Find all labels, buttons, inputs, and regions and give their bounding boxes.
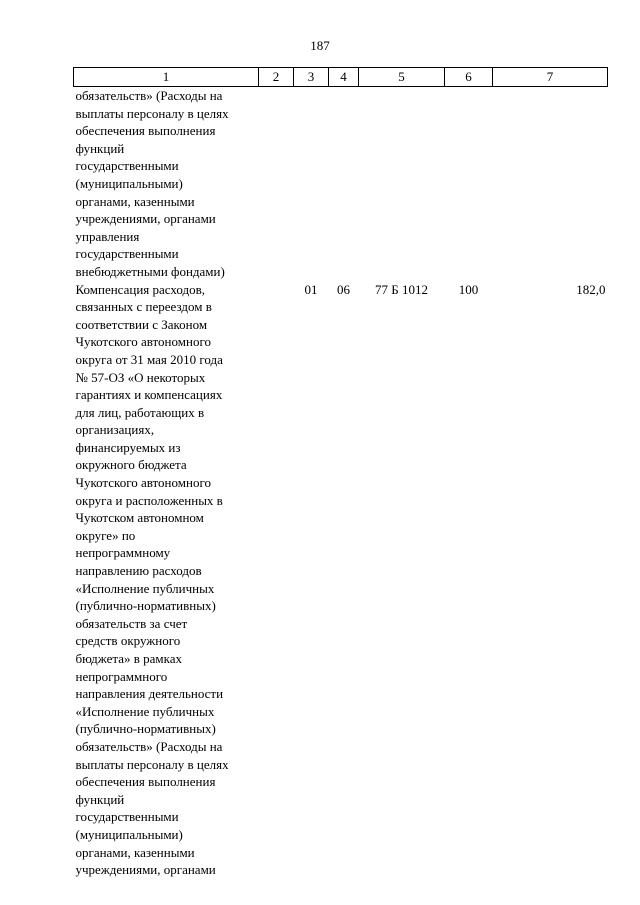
header-col-6: 6 (445, 68, 493, 87)
header-col-7: 7 (493, 68, 608, 87)
row-col-4 (329, 87, 359, 281)
row-col-4: 06 (337, 281, 350, 297)
row-col-5 (359, 87, 445, 281)
row-description: Компенсация расходов, связанных с переездом в соответствии с Законом Чукотского автономного округа от 31 мая 2010 года № 57-ОЗ «О некоторых гарантиях и компенсациях для лиц, работающих в организациях, финансируемых из окружного бюджета Чукотского автономного округа и расположенных в Чукотском автономном округе» по непрограммному направлению расходов «Исполнение публичных (публично-нормативных) обязательств за счет средств окружного бюджета» в рамках непрограммного направления деятельности «Исполнение публичных (публично-нормативных) обязательств» (Расходы на выплаты персоналу в целях обеспечения выполнения функций государственными (муниципальными) органами, казенными учреждениями, органами (75, 281, 229, 878)
row-col-3 (294, 87, 329, 281)
row-col-3: 01 (304, 281, 318, 297)
page-number: 187 (310, 38, 330, 53)
row-col-7: 182,0 (576, 281, 606, 297)
table-row (74, 281, 608, 879)
row-description: обязательств» (Расходы на выплаты персоналу в целях обеспечения выполнения функций государственными (муниципальными) органами, казенными учреждениями, органами управления государственными внебюджетными фондами) (75, 88, 229, 279)
header-row (74, 68, 608, 87)
header-col-1: 1 (74, 68, 259, 87)
row-col-2 (259, 87, 294, 281)
header-col-5: 5 (359, 68, 445, 87)
row-col-2 (259, 281, 294, 879)
row-col-6 (445, 87, 493, 281)
header-col-3: 3 (294, 68, 329, 87)
header-col-4: 4 (329, 68, 359, 87)
budget-table (73, 67, 608, 879)
header-col-2: 2 (259, 68, 294, 87)
row-col-5: 77 Б 1012 (375, 281, 428, 297)
row-col-6: 100 (458, 281, 479, 297)
table-row (74, 87, 608, 281)
row-col-7 (493, 87, 608, 281)
